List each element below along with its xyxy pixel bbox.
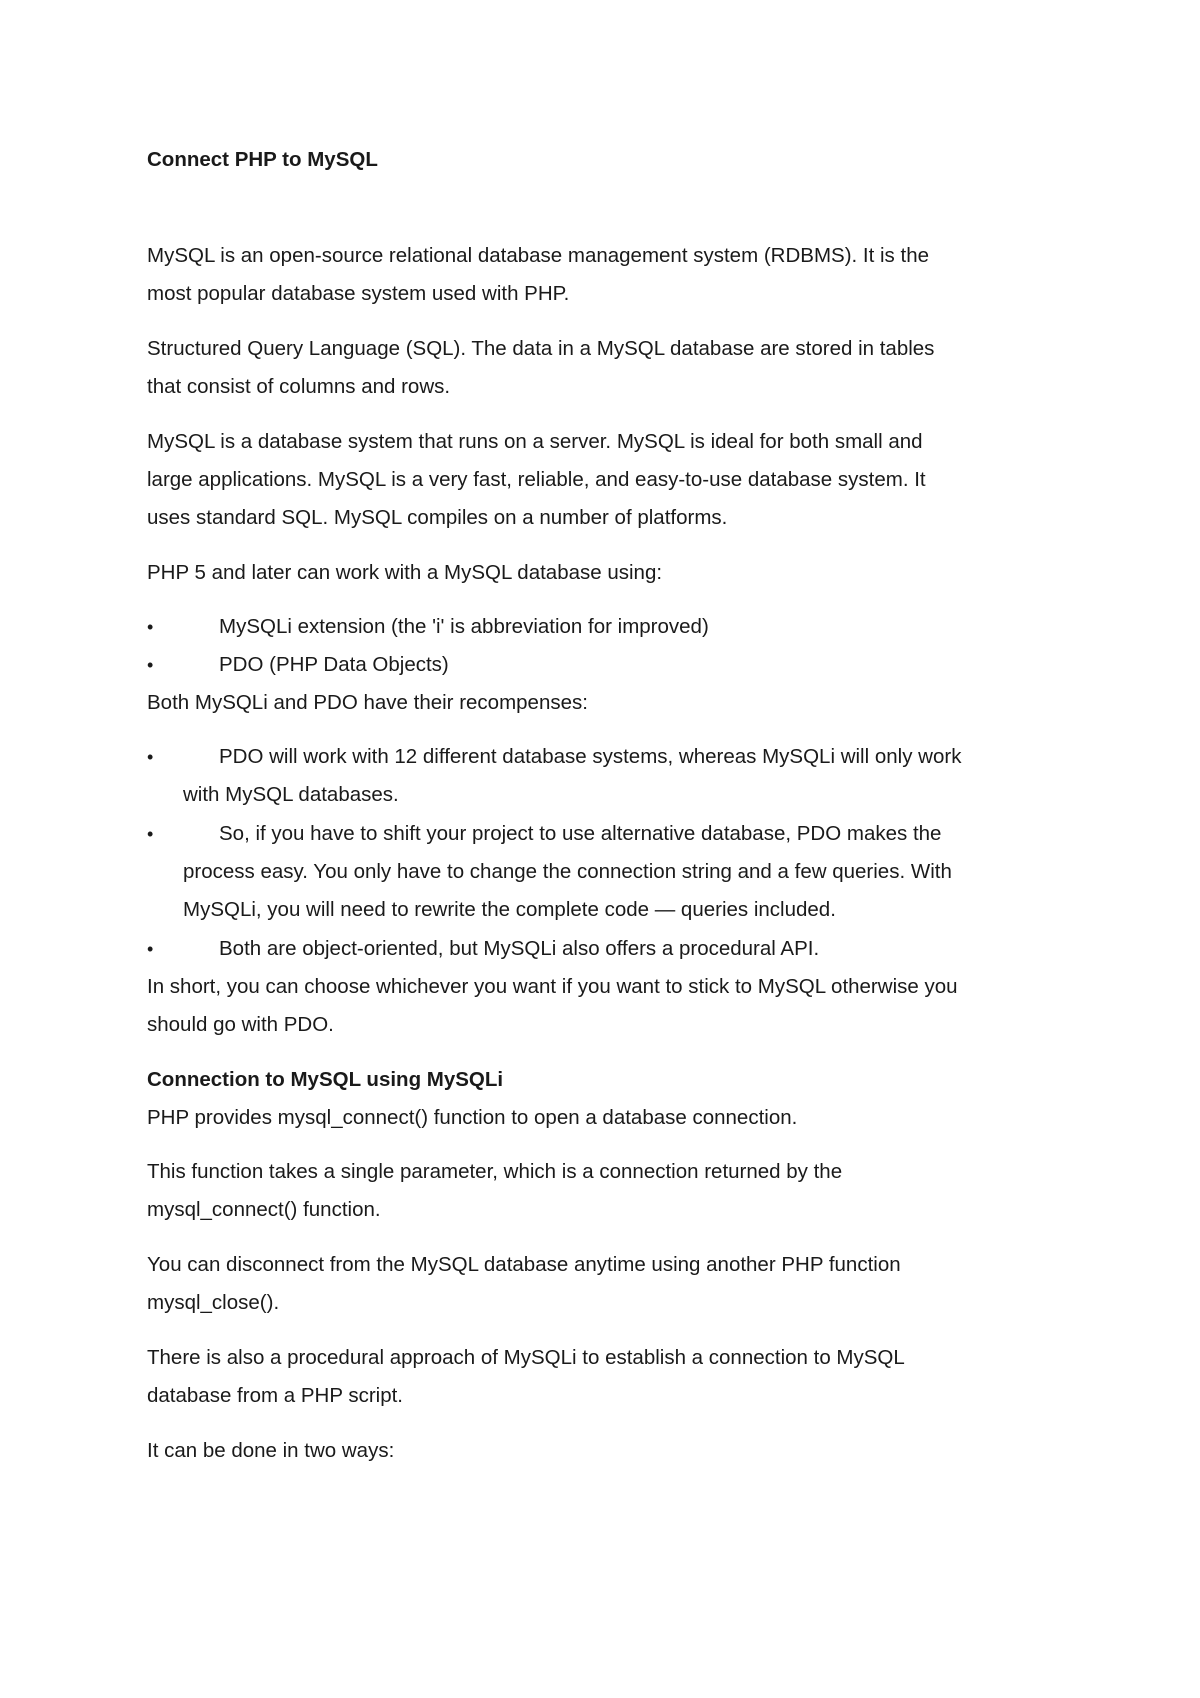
text-line: MySQL is a database system that runs on a server. MySQL is ideal for both small and xyxy=(147,430,923,453)
text-line: Structured Query Language (SQL). The data in a MySQL database are stored in tables xyxy=(147,337,935,360)
text-line: that consist of columns and rows. xyxy=(147,375,451,398)
text-line: most popular database system used with PHP. xyxy=(147,282,570,305)
list-item xyxy=(147,815,1067,929)
list-item-text: So, if you have to shift your project to use alternative database, PDO makes the xyxy=(219,822,942,845)
bullet-icon: • xyxy=(147,747,154,767)
paragraph-mysql-intro xyxy=(147,237,1067,313)
list-item xyxy=(147,646,1067,684)
text-line: mysql_close(). xyxy=(147,1291,280,1314)
list-item-text: Both are object-oriented, but MySQLi also offers a procedural API. xyxy=(219,937,820,960)
list-item-text: MySQLi extension (the 'i' is abbreviation for improved) xyxy=(219,615,709,638)
text-line: should go with PDO. xyxy=(147,1013,334,1036)
paragraph-sql xyxy=(147,330,1067,406)
paragraph-procedural xyxy=(147,1339,1067,1415)
paragraph-disconnect xyxy=(147,1246,1067,1322)
list-item xyxy=(147,608,1067,646)
text-line: mysql_connect() function. xyxy=(147,1198,381,1221)
text-line: database from a PHP script. xyxy=(147,1384,403,1407)
document-title: Connect PHP to MySQL xyxy=(147,148,378,171)
paragraph-php5: PHP 5 and later can work with a MySQL database using: xyxy=(147,561,663,584)
list-item xyxy=(147,930,1067,968)
paragraph-two-ways: It can be done in two ways: xyxy=(147,1439,395,1462)
text-line: You can disconnect from the MySQL database anytime using another PHP function xyxy=(147,1253,901,1276)
text-line: MySQL is an open-source relational database management system (RDBMS). It is the xyxy=(147,244,930,267)
paragraph-in-short xyxy=(147,968,1067,1044)
paragraph-mysql-server xyxy=(147,423,1067,537)
list-item-text: PDO will work with 12 different database systems, whereas MySQLi will only work xyxy=(219,745,962,768)
list-item-text: PDO (PHP Data Objects) xyxy=(219,653,449,676)
text-line: uses standard SQL. MySQL compiles on a number of platforms. xyxy=(147,506,728,529)
text-line: large applications. MySQL is a very fast, reliable, and easy-to-use database system. It xyxy=(147,468,926,491)
text-line: This function takes a single parameter, which is a connection returned by the xyxy=(147,1160,843,1183)
list-item-text: with MySQL databases. xyxy=(183,783,399,806)
text-line: There is also a procedural approach of MySQLi to establish a connection to MySQL xyxy=(147,1346,905,1369)
list-item-text: process easy. You only have to change the connection string and a few queries. With xyxy=(183,860,952,883)
section-heading: Connection to MySQL using MySQLi xyxy=(147,1068,504,1091)
paragraph-mysql-connect: PHP provides mysql_connect() function to open a database connection. xyxy=(147,1106,798,1129)
list-item xyxy=(147,738,1067,814)
paragraph-recompenses: Both MySQLi and PDO have their recompenses: xyxy=(147,691,588,714)
bullet-icon: • xyxy=(147,655,154,675)
text-line: In short, you can choose whichever you want if you want to stick to MySQL otherwise you xyxy=(147,975,958,998)
list-item-text: MySQLi, you will need to rewrite the complete code — queries included. xyxy=(183,898,836,921)
bullet-icon: • xyxy=(147,824,154,844)
paragraph-function-param xyxy=(147,1153,1067,1229)
bullet-icon: • xyxy=(147,939,154,959)
bullet-icon: • xyxy=(147,617,154,637)
